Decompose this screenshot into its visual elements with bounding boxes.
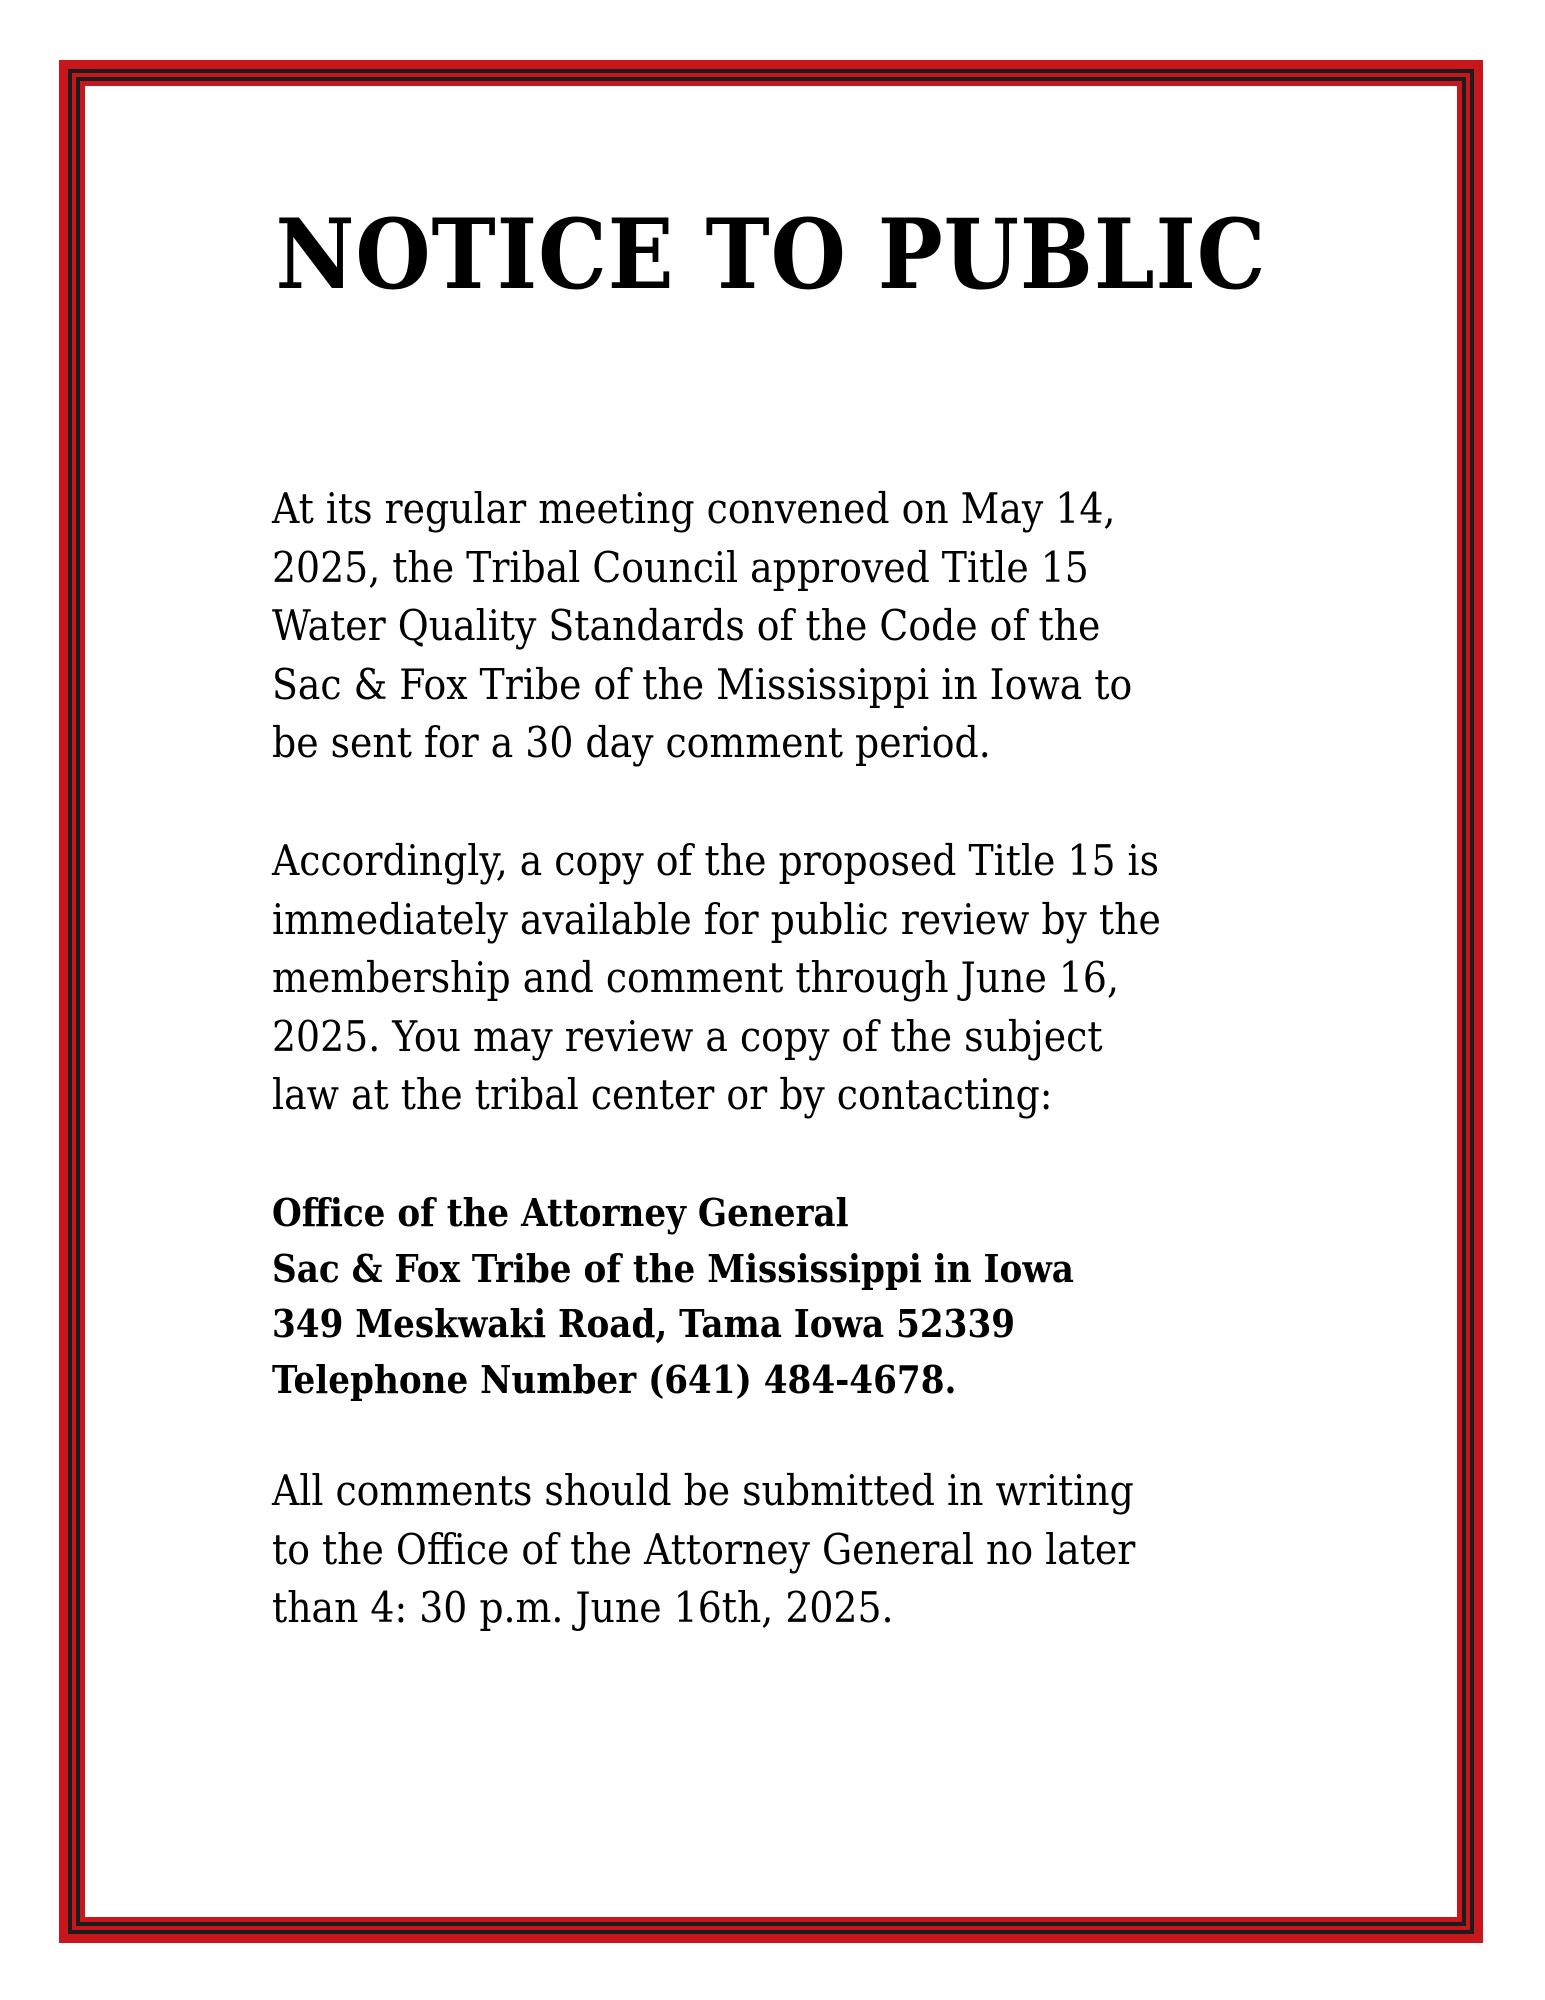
availability-paragraph: Accordingly, a copy of the proposed Title 15 is immediately available for public review by the membership and comment through June 16, 2025. You may review a copy of the subject law at the tribal center or by contacting: bbox=[272, 836, 1161, 1119]
submission-paragraph: All comments should be submitted in writing to the Office of the Attorney General no later than 4: 30 p.m. June 16th, 2025. bbox=[272, 1466, 1136, 1632]
contact-office: Office of the Attorney General bbox=[272, 1190, 849, 1235]
contact-address: 349 Meskwaki Road, Tama Iowa 52339 bbox=[272, 1301, 1016, 1346]
contact-phone: Telephone Number (641) 484-4678. bbox=[272, 1356, 957, 1402]
contact-tribe: Sac & Fox Tribe of the Mississippi in Iowa bbox=[272, 1245, 1074, 1291]
contact-block bbox=[272, 1185, 1074, 1407]
notice-title: NOTICE TO PUBLIC bbox=[275, 198, 1267, 311]
meeting-paragraph: At its regular meeting convened on May 14, 2025, the Tribal Council approved Title 15 Water Quality Standards of the Code of the Sac & Fox Tribe of the Mississippi in Iowa to be sent for a 30 day comment period. bbox=[272, 484, 1133, 767]
